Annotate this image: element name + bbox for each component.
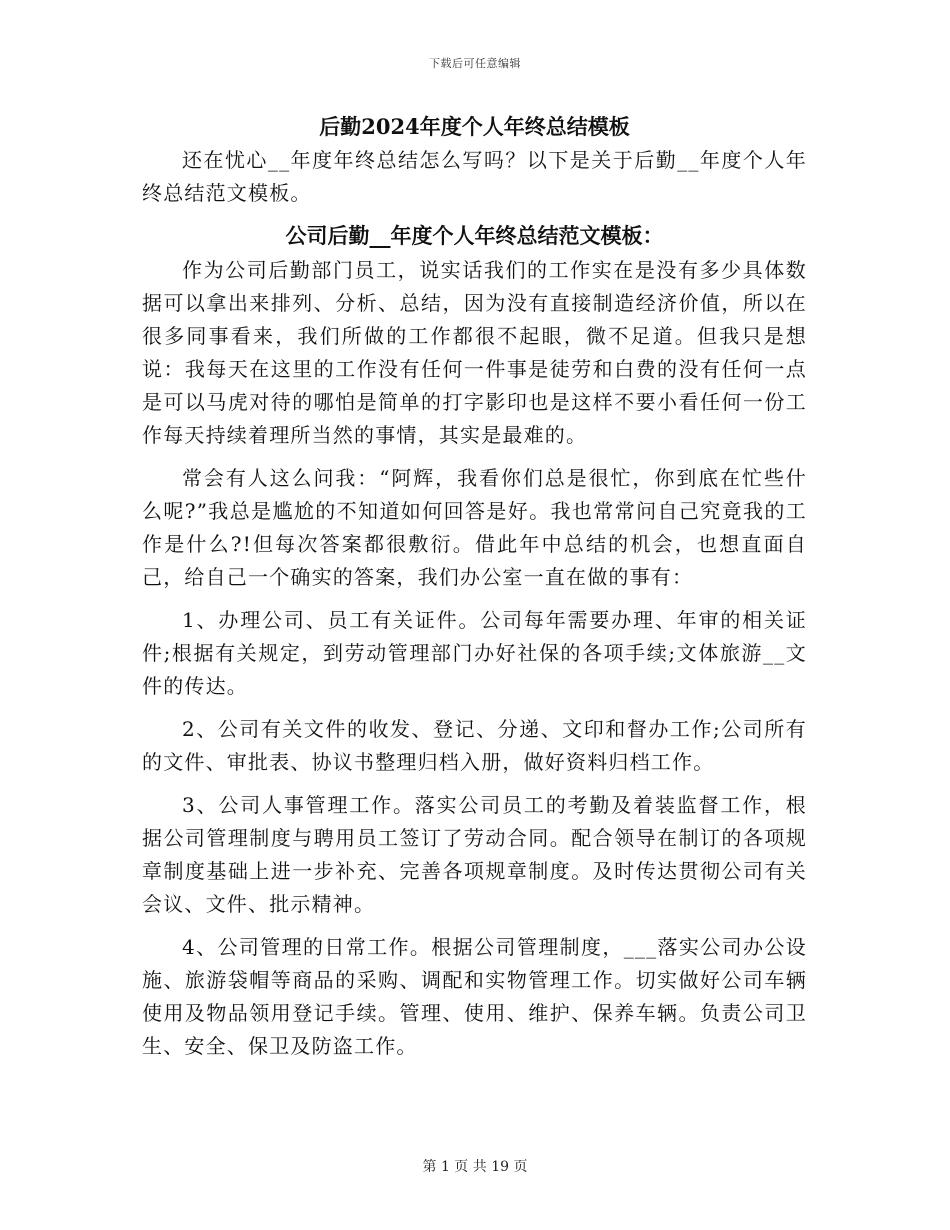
document-title: 后勤2024年度个人年终总结模板: [319, 114, 630, 139]
list-item: 3、公司人事管理工作。落实公司员工的考勤及着装监督工作，根据公司管理制度与聘用员工签订了劳动合同。配合领导在制订的各项规章制度基础上进一步补充、完善各项规章制度。及时传达贯彻公司有关会议、文件、批示精神。: [142, 793, 807, 916]
section-subheading: 公司后勤__年度个人年终总结范文模板：: [285, 223, 664, 248]
body-paragraph: 作为公司后勤部门员工，说实话我们的工作实在是没有多少具体数据可以拿出来排列、分析、总结，因为没有直接制造经济价值，所以在很多同事看来，我们所做的工作都很不起眼，微不足道。但我只是想说：我每天在这里的工作没有任何一件事是徒劳和白费的没有任何一点是可以马虎对待的哪怕是简单的打字影印也是这样不要小看任何一份工作每天持续着理所当然的事情，其实是最难的。: [142, 258, 807, 447]
list-item: 2、公司有关文件的收发、登记、分递、文印和督办工作;公司所有的文件、审批表、协议书整理归档入册，做好资料归档工作。: [142, 717, 807, 774]
list-item: 4、公司管理的日常工作。根据公司管理制度，___落实公司办公设施、旅游袋帽等商品的采购、调配和实物管理工作。切实做好公司车辆使用及物品领用登记手续。管理、使用、维护、保养车辆。负责公司卫生、安全、保卫及防盗工作。: [142, 935, 807, 1058]
page-number: 第 1 页 共 19 页: [422, 1159, 528, 1175]
document-body: [142, 110, 807, 1063]
list-item: 1、办理公司、员工有关证件。公司每年需要办理、年审的相关证件;根据有关规定，到劳动管理部门办好社保的各项手续;文体旅游__文件的传达。: [142, 608, 807, 698]
intro-paragraph: 还在忧心__年度年终总结怎么写吗？以下是关于后勤__年度个人年终总结范文模板。: [142, 148, 807, 205]
page-header: 下载后可任意编辑: [429, 57, 521, 70]
body-paragraph: 常会有人这么问我：“阿辉，我看你们总是很忙，你到底在忙些什么呢?”我总是尴尬的不知道如何回答是好。我也常常问自己究竟我的工作是什么?!但每次答案都很敷衍。借此年中总结的机会，也想直面自己，给自己一个确实的答案，我们办公室一直在做的事有：: [142, 466, 807, 589]
